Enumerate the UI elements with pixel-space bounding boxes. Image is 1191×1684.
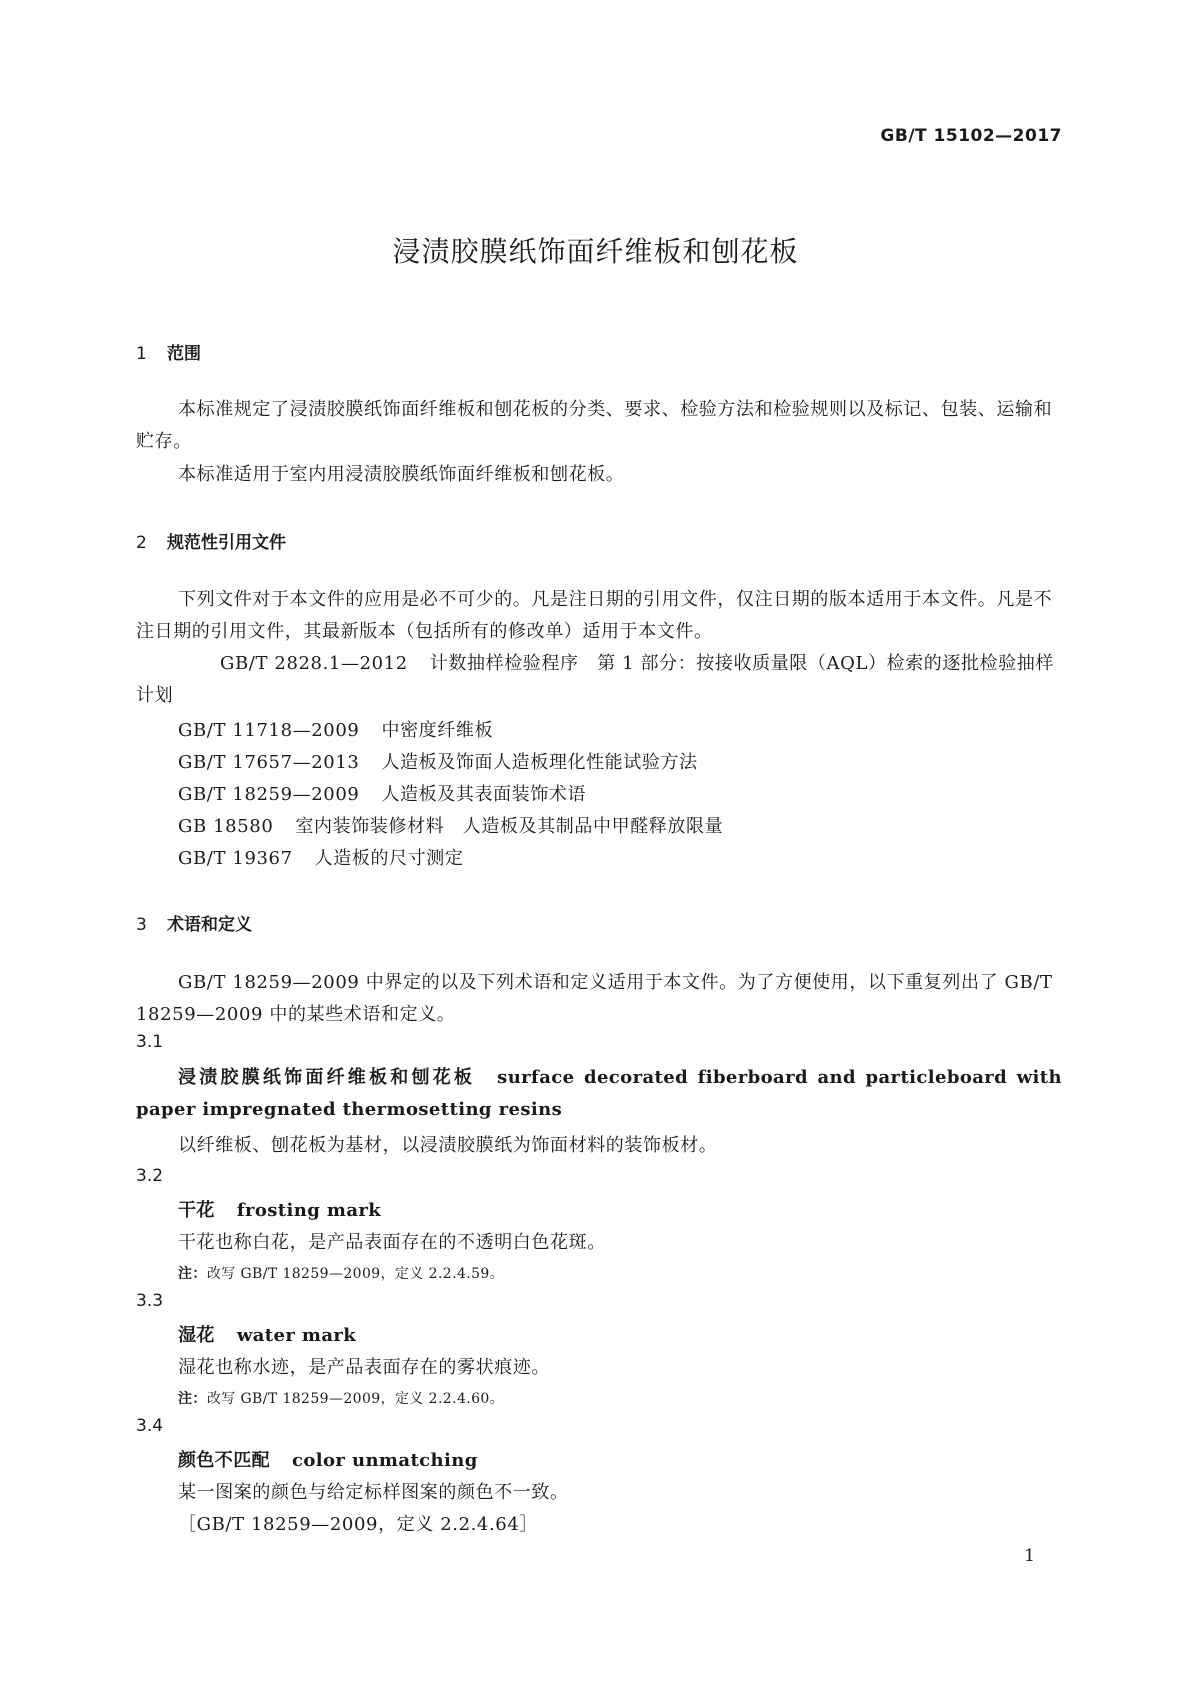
term-number: 3.1 bbox=[136, 1032, 164, 1052]
term-number: 3.2 bbox=[136, 1166, 164, 1186]
term-name bbox=[178, 1196, 381, 1222]
term-name-en: surface decorated fiberboard and particleboard with paper impregnated thermosetting resins bbox=[136, 1067, 1062, 1120]
reference-title: 人造板及饰面人造板理化性能试验方法 bbox=[381, 752, 698, 773]
section-number: 2 bbox=[136, 533, 147, 553]
term-name-zh: 干花 bbox=[178, 1200, 215, 1221]
scope-paragraph: 本标准规定了浸渍胶膜纸饰面纤维板和刨花板的分类、要求、检验方法和检验规则以及标记、包装、运输和贮存。 bbox=[136, 399, 1053, 452]
term-name-zh: 浸渍胶膜纸饰面纤维板和刨花板 bbox=[178, 1067, 476, 1088]
term-name bbox=[178, 1446, 478, 1472]
term-name-zh: 湿花 bbox=[178, 1325, 215, 1346]
reference-item bbox=[178, 748, 698, 774]
reference-code: GB/T 18259—2009 bbox=[178, 784, 360, 805]
reference-title: 人造板及其表面装饰术语 bbox=[381, 784, 587, 805]
term-source: ［GB/T 18259—2009，定义 2.2.4.64］ bbox=[178, 1514, 539, 1535]
section-heading-terms-and-definitions bbox=[136, 910, 252, 935]
term-name-en: water mark bbox=[236, 1325, 357, 1346]
term-name bbox=[136, 1062, 1062, 1126]
reference-item bbox=[178, 716, 493, 742]
term-note bbox=[178, 1263, 504, 1283]
section-number: 3 bbox=[136, 915, 147, 935]
reference-item bbox=[178, 812, 723, 838]
reference-code: GB 18580 bbox=[178, 816, 274, 837]
section-heading-normative-references bbox=[136, 528, 286, 553]
note-label: 注： bbox=[178, 1391, 207, 1407]
term-name-zh: 颜色不匹配 bbox=[178, 1450, 270, 1471]
standard-code: GB/T 15102—2017 bbox=[880, 126, 1062, 146]
terms-intro: GB/T 18259—2009 中界定的以及下列术语和定义适用于本文件。为了方便使用，以下重复列出了 GB/T 18259—2009 中的某些术语和定义。 bbox=[136, 972, 1053, 1025]
note-label: 注： bbox=[178, 1266, 207, 1282]
scope-applicability: 本标准适用于室内用浸渍胶膜纸饰面纤维板和刨花板。 bbox=[178, 464, 625, 485]
reference-title: 计数抽样检验程序 第 1 部分：按接收质量限（AQL）检索的逐批检验抽样计划 bbox=[136, 653, 1054, 706]
reference-item bbox=[178, 844, 463, 870]
term-name-en: color unmatching bbox=[292, 1450, 478, 1471]
references-intro: 下列文件对于本文件的应用是必不可少的。凡是注日期的引用文件，仅注日期的版本适用于本文件。凡是不注日期的引用文件，其最新版本（包括所有的修改单）适用于本文件。 bbox=[136, 589, 1053, 642]
document-title: 浸渍胶膜纸饰面纤维板和刨花板 bbox=[392, 235, 799, 268]
note-text: 改写 GB/T 18259—2009，定义 2.2.4.59。 bbox=[206, 1266, 505, 1282]
section-title: 规范性引用文件 bbox=[167, 533, 286, 553]
note-text: 改写 GB/T 18259—2009，定义 2.2.4.60。 bbox=[206, 1391, 505, 1407]
section-number: 1 bbox=[136, 344, 147, 364]
term-note bbox=[178, 1388, 504, 1408]
term-name-en: frosting mark bbox=[236, 1200, 382, 1221]
reference-item bbox=[178, 780, 586, 806]
reference-item bbox=[136, 648, 1062, 712]
term-definition: 某一图案的颜色与给定标样图案的颜色不一致。 bbox=[178, 1482, 569, 1503]
reference-code: GB/T 11718—2009 bbox=[178, 720, 360, 741]
reference-title: 人造板的尺寸测定 bbox=[314, 848, 464, 869]
term-name bbox=[178, 1321, 356, 1347]
section-title: 术语和定义 bbox=[167, 915, 252, 935]
term-definition: 干花也称白花，是产品表面存在的不透明白色花斑。 bbox=[178, 1232, 606, 1253]
term-definition: 湿花也称水迹，是产品表面存在的雾状痕迹。 bbox=[178, 1357, 550, 1378]
term-number: 3.3 bbox=[136, 1291, 164, 1311]
reference-code: GB/T 17657—2013 bbox=[178, 752, 360, 773]
reference-code: GB/T 2828.1—2012 bbox=[220, 653, 408, 674]
section-title: 范围 bbox=[167, 344, 201, 364]
reference-title: 室内装饰装修材料 人造板及其制品中甲醛释放限量 bbox=[295, 816, 724, 837]
section-heading-scope bbox=[136, 339, 201, 364]
term-definition: 以纤维板、刨花板为基材，以浸渍胶膜纸为饰面材料的装饰板材。 bbox=[178, 1135, 718, 1156]
reference-title: 中密度纤维板 bbox=[381, 720, 494, 741]
term-number: 3.4 bbox=[136, 1416, 164, 1436]
reference-code: GB/T 19367 bbox=[178, 848, 293, 869]
page-number: 1 bbox=[1024, 1546, 1035, 1566]
